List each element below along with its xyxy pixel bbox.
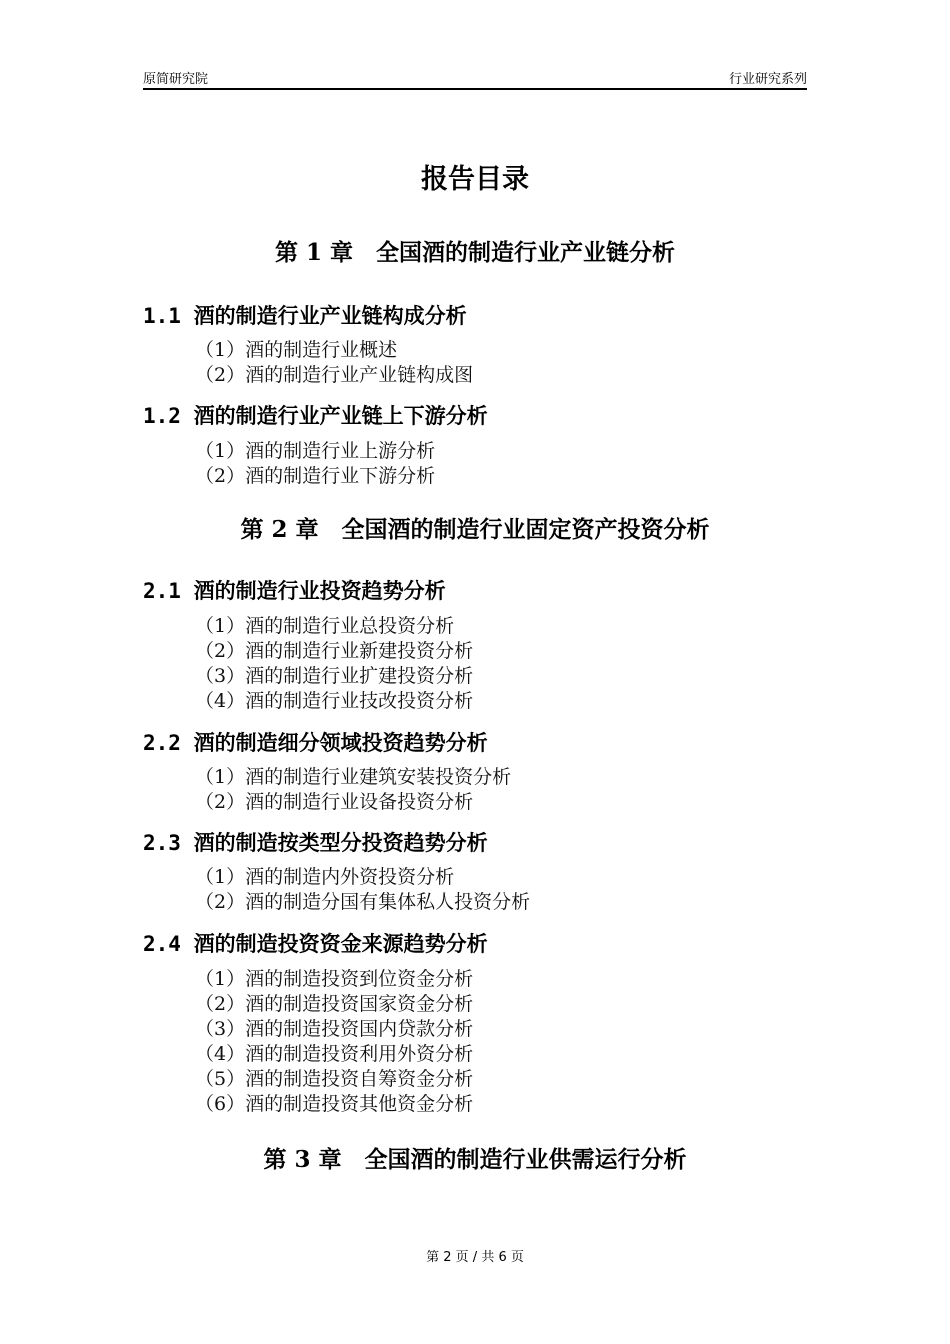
toc-item: （1）酒的制造行业总投资分析 [195, 615, 455, 637]
chapter-1-heading: 第 1 章 全国酒的制造行业产业链分析 [274, 239, 676, 266]
header-org-name: 原简研究院 [143, 72, 209, 87]
toc-item: （2）酒的制造分国有集体私人投资分析 [195, 891, 531, 913]
report-toc-title: 报告目录 [421, 164, 529, 195]
toc-item: （4）酒的制造行业技改投资分析 [195, 690, 474, 712]
section-2-4-heading: 2.4 酒的制造投资资金来源趋势分析 [143, 932, 488, 956]
page-header [143, 68, 807, 90]
toc-item: （4）酒的制造投资利用外资分析 [195, 1043, 474, 1065]
toc-item: （3）酒的制造投资国内贷款分析 [195, 1018, 474, 1040]
toc-item: （1）酒的制造行业概述 [195, 339, 398, 361]
toc-item: （2）酒的制造投资国家资金分析 [195, 993, 474, 1015]
section-1-2-heading: 1.2 酒的制造行业产业链上下游分析 [143, 404, 488, 428]
toc-item: （2）酒的制造行业下游分析 [195, 465, 436, 487]
header-series-name: 行业研究系列 [728, 72, 807, 87]
page-number: 第 2 页 / 共 6 页 [426, 1250, 524, 1265]
chapter-2-heading: 第 2 章 全国酒的制造行业固定资产投资分析 [240, 516, 710, 543]
toc-item: （2）酒的制造行业新建投资分析 [195, 640, 474, 662]
section-2-2-heading: 2.2 酒的制造细分领域投资趋势分析 [143, 731, 488, 755]
toc-item: （2）酒的制造行业设备投资分析 [195, 791, 474, 813]
section-2-1-heading: 2.1 酒的制造行业投资趋势分析 [143, 579, 446, 603]
toc-item: （1）酒的制造行业建筑安装投资分析 [195, 766, 512, 788]
toc-item: （1）酒的制造投资到位资金分析 [195, 968, 474, 990]
toc-item: （2）酒的制造行业产业链构成图 [195, 364, 474, 386]
toc-item: （3）酒的制造行业扩建投资分析 [195, 665, 474, 687]
chapter-3-heading: 第 3 章 全国酒的制造行业供需运行分析 [263, 1146, 687, 1173]
toc-item: （5）酒的制造投资自筹资金分析 [195, 1068, 474, 1090]
toc-item: （6）酒的制造投资其他资金分析 [195, 1093, 474, 1115]
toc-item: （1）酒的制造行业上游分析 [195, 440, 436, 462]
section-1-1-heading: 1.1 酒的制造行业产业链构成分析 [143, 304, 467, 328]
toc-item: （1）酒的制造内外资投资分析 [195, 866, 455, 888]
section-2-3-heading: 2.3 酒的制造按类型分投资趋势分析 [143, 831, 488, 855]
